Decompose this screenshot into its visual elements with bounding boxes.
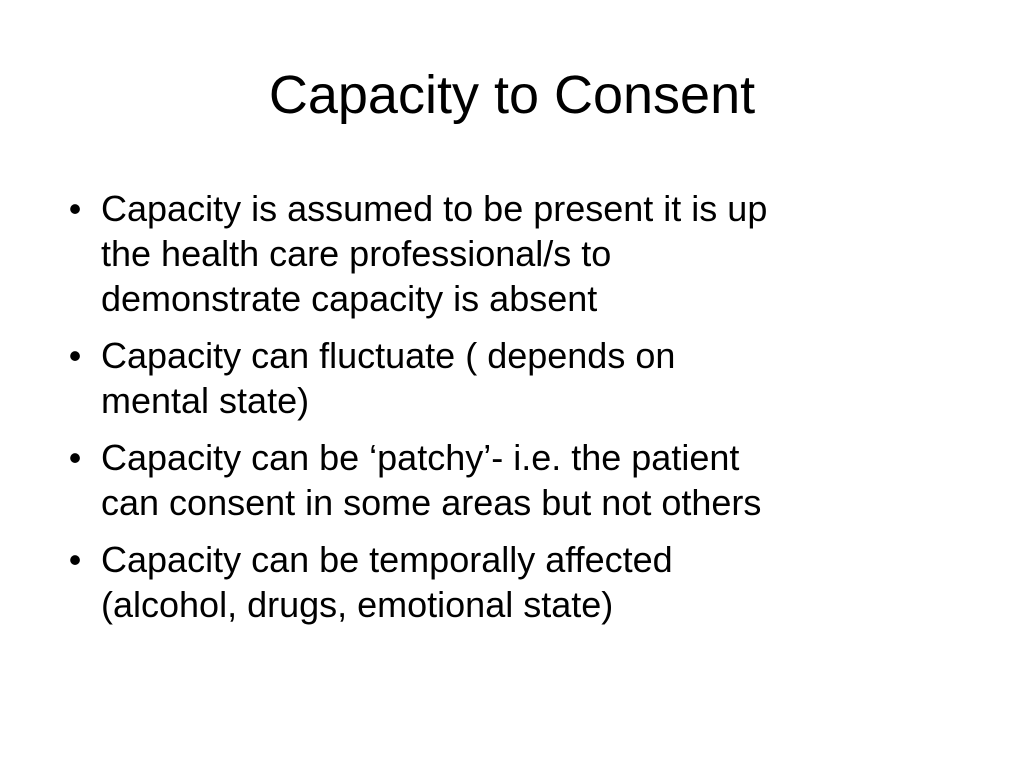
bullet-item (60, 537, 960, 627)
bullet-icon: • (68, 437, 82, 478)
bullet-text: Capacity can fluctuate ( depends on mental state) (101, 335, 676, 421)
bullet-icon: • (68, 188, 82, 229)
bullet-text: Capacity is assumed to be present it is up the health care professional/s to demonstrate capacity is absent (101, 188, 768, 319)
bullet-icon: • (68, 335, 82, 376)
bullet-text: Capacity can be temporally affected (alcohol, drugs, emotional state) (101, 539, 673, 625)
slide-title: Capacity to Consent (268, 65, 756, 125)
bullet-icon: • (68, 539, 82, 580)
bullet-text: Capacity can be ‘patchy’- i.e. the patient can consent in some areas but not others (101, 437, 762, 523)
bullet-item (60, 186, 960, 321)
bullet-item (60, 333, 960, 423)
bullet-item (60, 435, 960, 525)
bullet-list (60, 186, 960, 639)
